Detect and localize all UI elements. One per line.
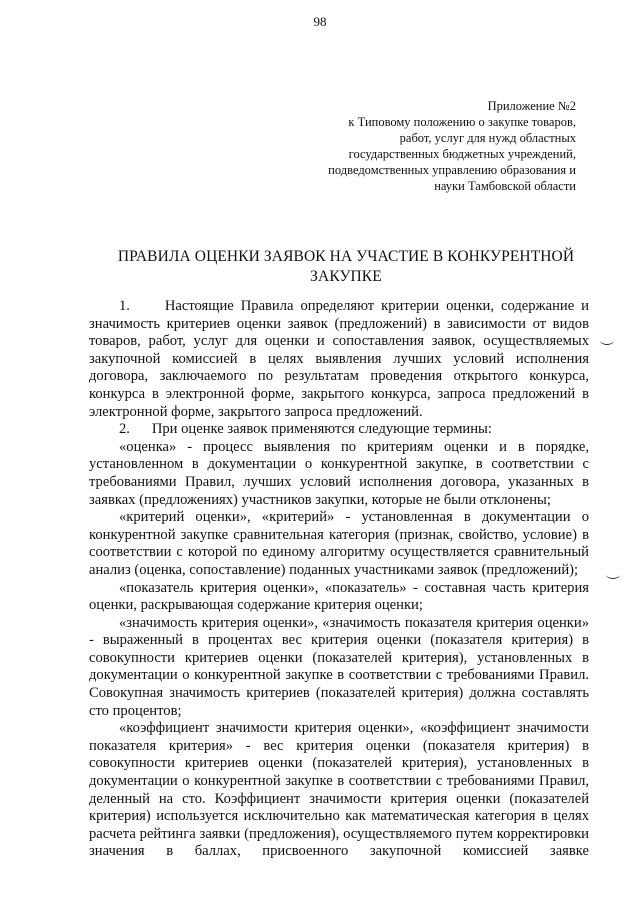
annex-header [276,98,576,194]
term-evaluation: «оценка» - процесс выявления по критериям оценки и в порядке, установленном в документации о конкурентной закупке, в соответствии с требованиями Правил, лучших условий исполнения договора, указанных в заявках (предложениях) участников закупки, которые не были отклонены; [89,438,589,508]
annex-line: работ, услуг для нужд областных [399,131,576,145]
term-indicator: «показатель критерия оценки», «показатель» - составная часть критерия оценки, раскрывающая содержание критерия оценки; [89,579,589,614]
term-significance: «значимость критерия оценки», «значимость показателя критерия оценки» - выраженный в процентах вес критерия оценки (показателя критерия) в совокупности критериев оценки (показателей критерия), установленных в документации о конкурентной закупке в соответствии с требованиями Правил. Совокупная значимость критериев (показателей критерия) должна составлять сто процентов; [89,614,589,719]
title-line: ПРАВИЛА ОЦЕНКИ ЗАЯВОК НА УЧАСТИЕ В КОНКУРЕНТНОЙ [117,248,575,265]
document-title [96,247,596,287]
paragraph-terms-intro: 2. При оценке заявок применяются следующие термины: [119,421,492,438]
annex-line: к Типовому положению о закупке товаров, [348,115,576,129]
page-number: 98 [313,14,327,29]
margin-mark [606,570,620,579]
term-significance-coefficient: «коэффициент значимости критерия оценки», «коэффициент значимости показателя критерия» - вес критерия оценки (показателя критерия) в совокупности критериев оценки (показателей критерия), установленных в документации о конкурентной закупке в соответствии с требованиями Правил, деленный на сто. Коэффициент значимости критерия оценки (показателей критерия) используется исключительно как математическая категория в целях расчета рейтинга заявки (предложения), осуществляемого путем корректировки значения в баллах, присвоенного закупочной комиссией заявке [89,720,589,860]
paragraph-scope: 1. Настоящие Правила определяют критерии оценки, содержание и значимость критериев оценки заявок (предложений) в зависимости от видов товаров, работ, услуг для оценки и сопоставления заявок, осуществляемых закупочной комиссией в целях выявления лучших условий исполнения договора, заключаемого по результатам проведения открытого конкурса, конкурса в электронной форме, закрытого конкурса, запроса предложений в электронной форме, закрытого запроса предложений. [89,298,589,420]
annex-line: Приложение №2 [487,99,576,113]
title-line: ЗАКУПКЕ [310,268,382,285]
annex-line: подведомственных управлению образования и [328,163,576,177]
term-criterion: «критерий оценки», «критерий» - установленная в документации о конкурентной закупке сравнительная категория (признак, свойство, условие) в соответствии с которой по единому алгоритму осуществляется сравнительный анализ (оценка, сопоставление) поданных участниками заявок (предложений); [89,509,589,578]
margin-mark [600,336,614,345]
rules-body [89,298,589,861]
annex-line: государственных бюджетных учреждений, [348,147,576,161]
annex-line: науки Тамбовской области [434,179,576,193]
